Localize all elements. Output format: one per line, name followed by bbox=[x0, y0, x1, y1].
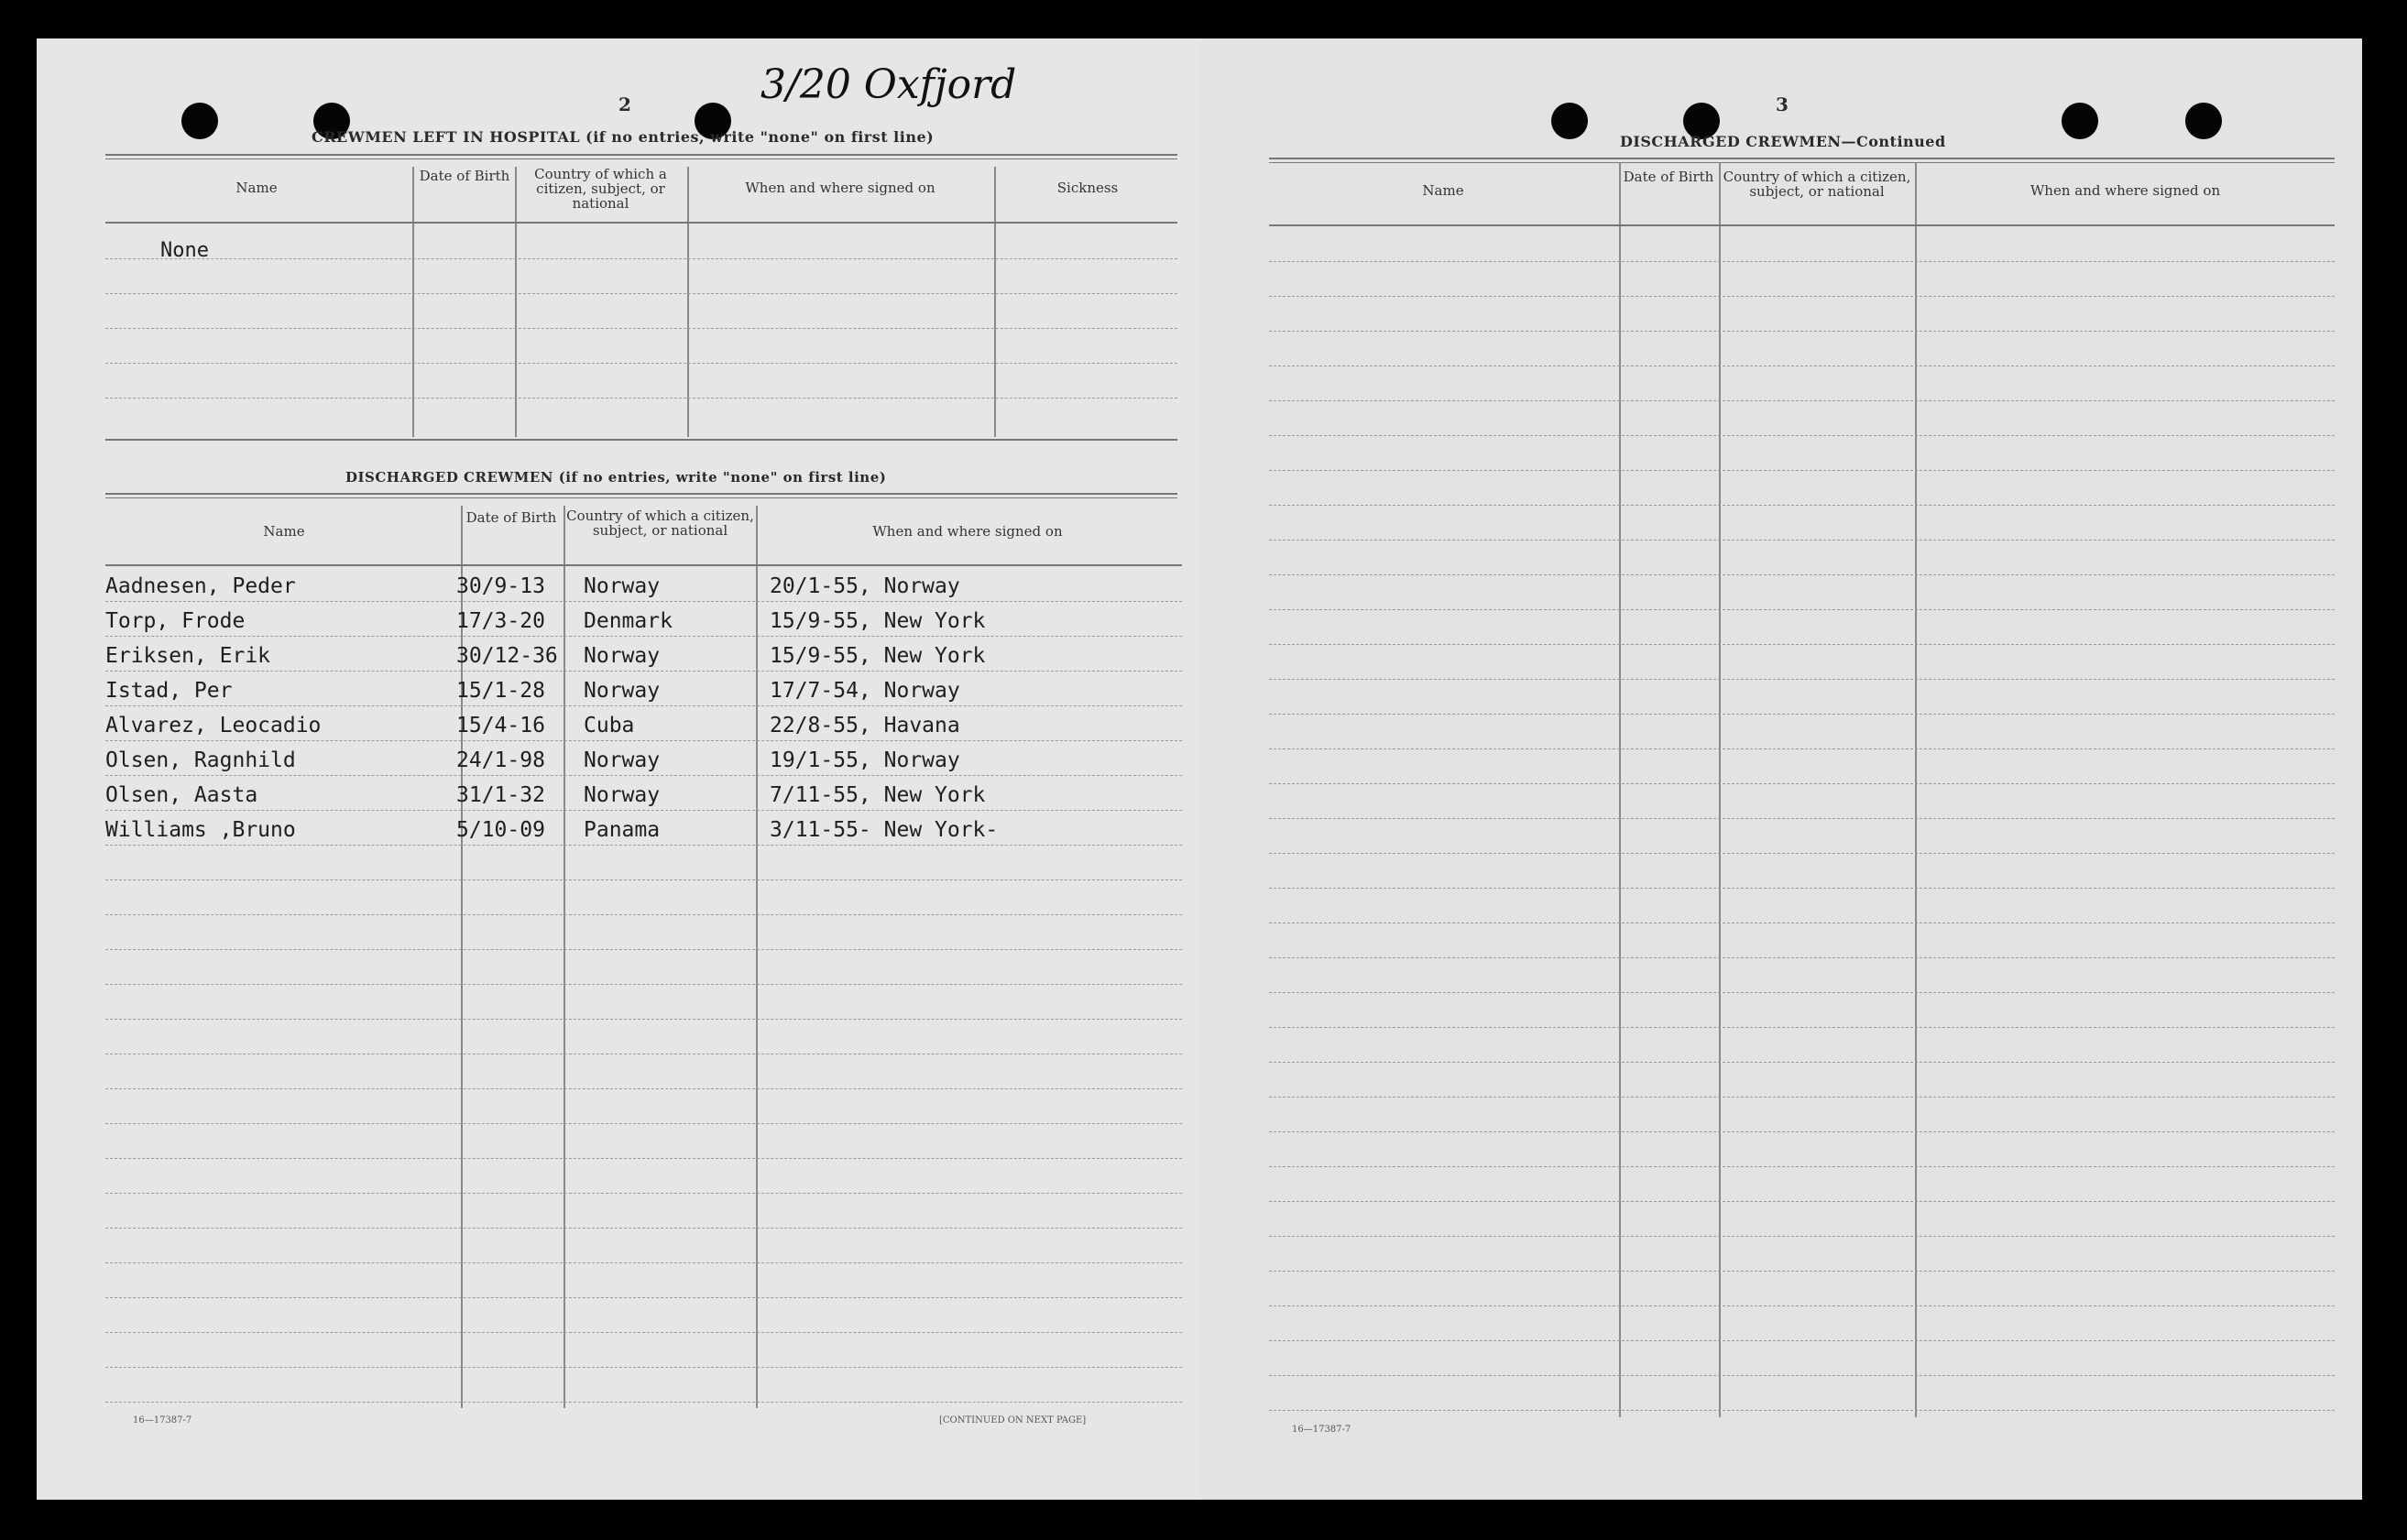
column-divider bbox=[563, 506, 565, 1408]
header-country: Country of which a citizen, subject, or national bbox=[566, 508, 754, 539]
divider bbox=[105, 493, 1177, 495]
crew-country-cell: Cuba bbox=[584, 714, 635, 737]
page-number: 2 bbox=[618, 93, 631, 115]
punch-hole bbox=[2185, 103, 2222, 139]
hospital-section-title: CREWMEN LEFT IN HOSPITAL (if no entries, write "none" on first line) bbox=[312, 128, 935, 146]
row-line bbox=[1269, 505, 2335, 506]
header-signed-on: When and where signed on bbox=[872, 523, 1063, 540]
column-divider bbox=[1619, 162, 1621, 1417]
crew-signed-on-cell: 15/9-55, New York bbox=[770, 609, 986, 633]
row-line bbox=[105, 1297, 1182, 1298]
crew-country-cell: Panama bbox=[584, 818, 661, 842]
column-divider bbox=[1915, 162, 1917, 1417]
discharged-continued-title: DISCHARGED CREWMEN—Continued bbox=[1620, 133, 1946, 150]
row-line bbox=[105, 1402, 1182, 1403]
crew-signed-on-cell: 20/1-55, Norway bbox=[770, 574, 960, 598]
row-line bbox=[1269, 261, 2335, 262]
row-line bbox=[105, 1332, 1182, 1333]
form-number: 16—17387-7 bbox=[1292, 1425, 1351, 1435]
crew-name-cell: Alvarez, Leocadio bbox=[105, 714, 322, 737]
row-line bbox=[1269, 644, 2335, 645]
crew-name-cell: Torp, Frode bbox=[105, 609, 246, 633]
row-line bbox=[1269, 853, 2335, 854]
right-page bbox=[1200, 38, 2362, 1500]
row-line bbox=[1269, 609, 2335, 610]
row-line bbox=[1269, 1305, 2335, 1306]
row-line bbox=[1269, 679, 2335, 680]
punch-hole bbox=[2062, 103, 2098, 139]
crew-signed-on-cell: 22/8-55, Havana bbox=[770, 714, 960, 737]
row-line bbox=[105, 949, 1182, 950]
row-line bbox=[105, 293, 1177, 294]
row-line bbox=[1269, 331, 2335, 332]
crew-name-cell: Olsen, Aasta bbox=[105, 783, 258, 807]
crew-dob-cell: 30/9-13 bbox=[456, 574, 545, 598]
column-divider bbox=[412, 167, 414, 437]
crew-country-cell: Norway bbox=[584, 644, 661, 668]
row-line bbox=[1269, 714, 2335, 715]
row-line bbox=[1269, 992, 2335, 993]
crew-signed-on-cell: 17/7-54, Norway bbox=[770, 679, 960, 703]
row-line bbox=[1269, 818, 2335, 819]
header-country: Country of which a citizen, subject, or national bbox=[534, 166, 667, 212]
table-bottom-rule bbox=[105, 439, 1177, 441]
crew-dob-cell: 5/10-09 bbox=[456, 818, 545, 842]
row-line bbox=[1269, 400, 2335, 401]
row-line bbox=[105, 363, 1177, 364]
column-divider bbox=[687, 167, 689, 437]
row-line bbox=[105, 1228, 1182, 1229]
crew-dob-cell: 30/12-36 bbox=[456, 644, 558, 668]
row-line bbox=[105, 984, 1182, 985]
left-page bbox=[37, 38, 1200, 1500]
row-line bbox=[1269, 1027, 2335, 1028]
row-line bbox=[105, 398, 1177, 399]
row-line bbox=[105, 601, 1182, 602]
header-name: Name bbox=[263, 523, 305, 540]
row-line bbox=[1269, 1340, 2335, 1341]
row-line bbox=[1269, 1166, 2335, 1167]
header-dob: Date of Birth bbox=[1623, 169, 1714, 185]
row-line bbox=[105, 914, 1182, 915]
header-dob: Date of Birth bbox=[419, 168, 510, 184]
crew-name-cell: Eriksen, Erik bbox=[105, 644, 271, 668]
header-bottom-rule bbox=[105, 564, 1182, 566]
crew-dob-cell: 17/3-20 bbox=[456, 609, 545, 633]
row-line bbox=[105, 1158, 1182, 1159]
crew-dob-cell: 15/1-28 bbox=[456, 679, 545, 703]
row-line bbox=[1269, 888, 2335, 889]
page-number: 3 bbox=[1776, 93, 1789, 115]
crew-signed-on-cell: 19/1-55, Norway bbox=[770, 748, 960, 772]
row-line bbox=[105, 1193, 1182, 1194]
crew-name-cell: Istad, Per bbox=[105, 679, 233, 703]
row-line bbox=[1269, 1236, 2335, 1237]
crew-country-cell: Norway bbox=[584, 783, 661, 807]
header-dob: Date of Birth bbox=[465, 509, 557, 526]
row-line bbox=[1269, 748, 2335, 749]
row-line bbox=[1269, 1097, 2335, 1098]
row-line bbox=[105, 1088, 1182, 1089]
row-line bbox=[1269, 1062, 2335, 1063]
crew-name-cell: Olsen, Ragnhild bbox=[105, 748, 296, 772]
row-line bbox=[105, 1019, 1182, 1020]
row-line bbox=[1269, 783, 2335, 784]
row-line bbox=[1269, 1375, 2335, 1376]
header-signed-on: When and where signed on bbox=[2030, 182, 2221, 199]
divider bbox=[105, 497, 1177, 498]
crew-country-cell: Norway bbox=[584, 574, 661, 598]
crew-name-cell: Williams ,Bruno bbox=[105, 818, 296, 842]
column-divider bbox=[461, 506, 463, 1408]
crew-dob-cell: 24/1-98 bbox=[456, 748, 545, 772]
crew-country-cell: Denmark bbox=[584, 609, 673, 633]
row-line bbox=[1269, 957, 2335, 958]
continued-note: [CONTINUED ON NEXT PAGE] bbox=[939, 1415, 1087, 1425]
row-line bbox=[1269, 435, 2335, 436]
row-line bbox=[105, 1123, 1182, 1124]
header-bottom-rule bbox=[1269, 224, 2335, 226]
crew-name-cell: Aadnesen, Peder bbox=[105, 574, 296, 598]
row-line bbox=[105, 879, 1182, 880]
row-line bbox=[105, 1262, 1182, 1263]
row-line bbox=[1269, 296, 2335, 297]
row-line bbox=[1269, 540, 2335, 541]
row-line bbox=[105, 636, 1182, 637]
row-line bbox=[105, 1367, 1182, 1368]
column-divider bbox=[515, 167, 517, 437]
row-line bbox=[105, 671, 1182, 672]
row-line bbox=[1269, 1271, 2335, 1272]
form-number: 16—17387-7 bbox=[133, 1415, 192, 1425]
divider bbox=[105, 154, 1177, 156]
crew-country-cell: Norway bbox=[584, 679, 661, 703]
crew-dob-cell: 31/1-32 bbox=[456, 783, 545, 807]
crew-signed-on-cell: 3/11-55- New York- bbox=[770, 818, 999, 842]
row-line bbox=[105, 775, 1182, 776]
punch-hole bbox=[1551, 103, 1588, 139]
punch-hole bbox=[181, 103, 218, 139]
row-line bbox=[1269, 1131, 2335, 1132]
header-bottom-rule bbox=[105, 222, 1177, 224]
hospital-first-entry: None bbox=[160, 239, 209, 262]
crew-country-cell: Norway bbox=[584, 748, 661, 772]
discharged-section-title: DISCHARGED CREWMEN (if no entries, write "none" on first line) bbox=[345, 469, 887, 486]
header-name: Name bbox=[1422, 182, 1464, 199]
divider bbox=[105, 158, 1177, 159]
divider bbox=[1269, 158, 2335, 159]
header-country: Country of which a citizen, subject, or national bbox=[1723, 169, 1911, 200]
column-divider bbox=[756, 506, 758, 1408]
row-line bbox=[105, 705, 1182, 706]
row-line bbox=[1269, 1201, 2335, 1202]
header-signed-on: When and where signed on bbox=[745, 180, 935, 196]
crew-signed-on-cell: 15/9-55, New York bbox=[770, 644, 986, 668]
header-name: Name bbox=[235, 180, 278, 196]
row-line bbox=[105, 810, 1182, 811]
row-line bbox=[1269, 1410, 2335, 1411]
row-line bbox=[105, 740, 1182, 741]
crew-dob-cell: 15/4-16 bbox=[456, 714, 545, 737]
column-divider bbox=[994, 167, 996, 437]
column-divider bbox=[1719, 162, 1721, 1417]
row-line bbox=[1269, 470, 2335, 471]
header-sickness: Sickness bbox=[1056, 180, 1119, 196]
row-line bbox=[105, 328, 1177, 329]
row-line bbox=[105, 845, 1182, 846]
handwritten-annotation: 3/20 Oxfjord bbox=[760, 61, 1017, 108]
row-line bbox=[1269, 574, 2335, 575]
divider bbox=[1269, 162, 2335, 163]
crew-signed-on-cell: 7/11-55, New York bbox=[770, 783, 986, 807]
row-line bbox=[105, 258, 1177, 259]
